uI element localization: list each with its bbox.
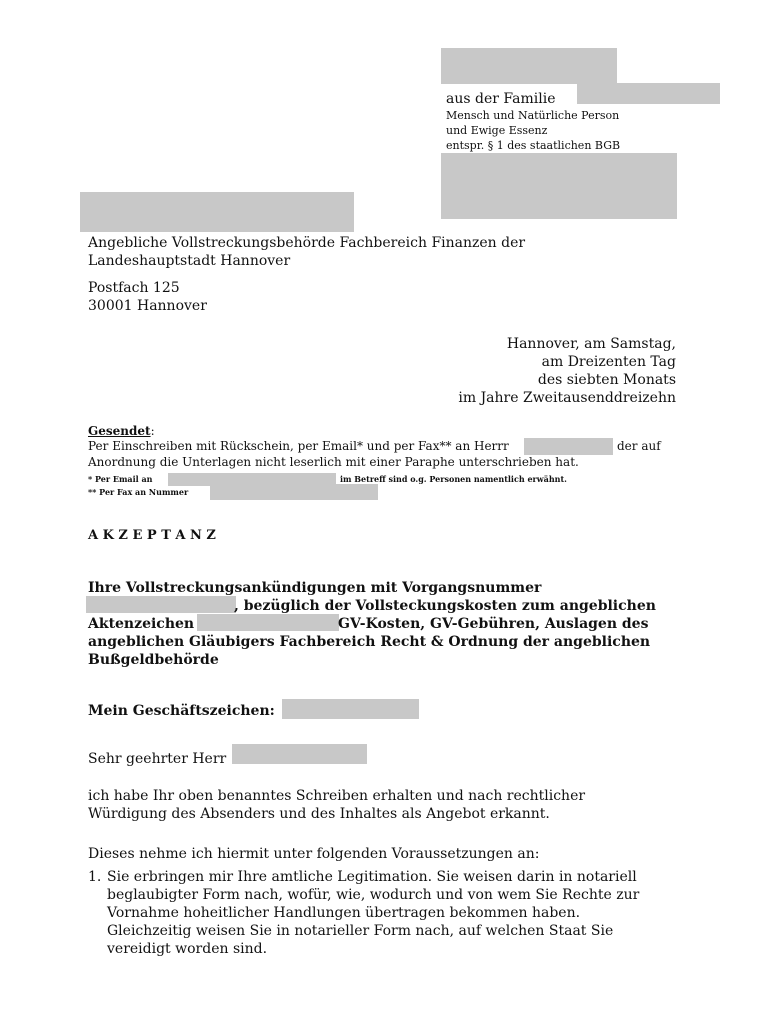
redacted-sender-name [441,48,617,84]
redacted-reference-number [282,699,419,719]
redacted-sent-name [524,438,613,455]
sender-family-line: aus der Familie [446,91,556,107]
redacted-file-reference [197,614,339,631]
sender-bgb-line: entspr. § 1 des staatlichen BGB [446,139,621,152]
sent-line-1b: der auf [617,439,661,453]
sent-heading-label: Gesendet [88,424,151,438]
redacted-sender-address [441,153,677,219]
subject-line-4: angeblichen Gläubigers Fachbereich Recht & Ordnung der angeblichen [88,634,651,650]
recipient-city-line: Landeshauptstadt Hannover [88,253,291,269]
salutation: Sehr geehrter Herr [88,751,227,767]
list-item-line-3: Vornahme hoheitlicher Handlungen übertragen bekommen haben. [107,905,581,921]
redacted-addressee-name [232,744,367,764]
list-item-line-4: Gleichzeitig weisen Sie in notarieller Form nach, auf welchen Staat Sie [107,923,614,939]
sent-heading [88,424,155,439]
subject-line-3b: GV-Kosten, GV-Gebühren, Auslagen des [338,616,649,632]
body-para1-line1: ich habe Ihr oben benanntes Schreiben erhalten und nach rechtlicher [88,788,586,804]
sent-heading-colon: : [150,424,155,438]
subject-line-3a: Aktenzeichen [88,616,195,632]
subject-line-5: Bußgeldbehörde [88,652,219,668]
redacted-fax-number [210,484,378,500]
list-item-line-5: vereidigt worden sind. [107,941,268,957]
list-item-line-2: beglaubigter Form nach, wofür, wie, wodurch und von wem Sie Rechte zur [107,887,640,903]
sent-line-1a: Per Einschreiben mit Rückschein, per Email* und per Fax** an Herrr [88,439,509,453]
date-line-3: des siebten Monats [537,372,676,388]
sent-email-note-a: * Per Email an [88,474,153,484]
body-para1-line2: Würdigung des Absenders und des Inhaltes als Angebot erkannt. [88,806,550,822]
subject-line-2: , bezüglich der Vollsteckungskosten zum angeblichen [234,598,656,614]
reference-label: Mein Geschäftszeichen: [88,703,275,719]
redacted-case-number [86,596,236,613]
sent-line-2: Anordnung die Unterlagen nicht leserlich mit einer Paraphe unterschrieben hat. [88,455,579,469]
redacted-sender-surname [577,83,720,104]
list-item-line-1: Sie erbringen mir Ihre amtliche Legitimation. Sie weisen darin in notariell [107,869,637,885]
sender-person-line: Mensch und Natürliche Person [446,109,620,122]
subject-line-1: Ihre Vollstreckungsankündigungen mit Vorgangsnummer [88,580,542,596]
document-title: A K Z E P T A N Z [88,528,216,543]
body-para2: Dieses nehme ich hiermit unter folgenden Voraussetzungen an: [88,846,540,862]
sent-email-note-b: im Betreff sind o.g. Personen namentlich erwähnt. [340,474,567,484]
date-line-2: am Dreizenten Tag [541,354,676,370]
redacted-recipient-name [80,192,354,232]
date-line-1: Hannover, am Samstag, [506,336,676,352]
date-line-4: im Jahre Zweitausenddreizehn [458,390,676,406]
sender-essence-line: und Ewige Essenz [446,124,548,137]
recipient-authority-line: Angebliche Vollstreckungsbehörde Fachbereich Finanzen der [88,235,526,251]
list-item-number: 1. [88,869,102,885]
recipient-postcode: 30001 Hannover [88,298,207,314]
sent-fax-note: ** Per Fax an Nummer [88,487,189,497]
recipient-postbox: Postfach 125 [88,280,180,296]
